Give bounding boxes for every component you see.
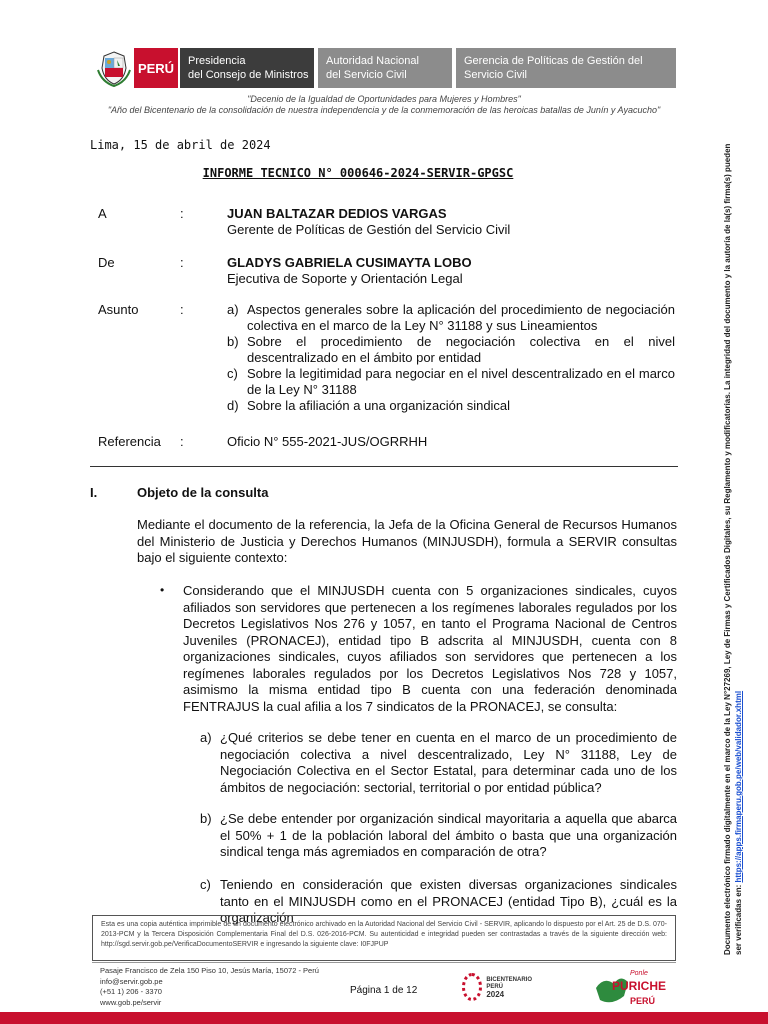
digital-signature-note [722,135,744,955]
header-pcm-box [180,48,314,88]
footer-red-bar [0,1012,768,1024]
puriche-word3: PERÚ [630,996,656,1006]
subject-list [227,302,675,414]
header-gerencia-line1: Gerencia de Políticas de Gestión del [464,55,643,67]
bullet-marker: • [160,583,165,597]
question-marker: a) [200,730,212,745]
email-line: info@servir.gob.pe [100,976,163,986]
document-date: Lima, 15 de abril de 2024 [90,138,271,152]
subject-item [227,366,675,398]
peru-brand-block: PERÚ [134,48,178,88]
footer-address [100,966,319,1008]
question-text: Teniendo en consideración que existen diversas organizaciones sindicales tanto en el MINJUSDH como en el PRONACEJ (entidad Tipo B), ¿cuál es la organización [220,877,677,925]
motto-decade: "Decenio de la Igualdad de Oportunidades para Mujeres y Hombres" [247,94,521,104]
address-line: Pasaje Francisco de Zela 150 Piso 10, Jesús María, 15072 - Perú [100,966,319,975]
puriche-word2: PURICHE [612,979,667,993]
subject-item-marker: d) [227,398,239,413]
ponle-puriche-logo [590,966,667,1010]
sender-name: GLADYS GABRIELA CUSIMAYTA LOBO [227,255,472,270]
phone-line: (+51 1) 206 - 3370 [100,987,162,996]
subject-item [227,334,675,366]
authenticity-notice: Esta es una copia auténtica imprimible de un documento electrónico archivado en la Autoridad Nacional del Servicio Civil - SERVIR, aplicando lo dispuesto por el Art. 25 de D.S. 070-2013-PCM y la Tercera Disposición Complementaria Final del D.S. 026-2016-PCM. Su autenticidad e integridad pueden ser contrastadas a través de la siguiente dirección web: http://sgd.servir.gob.pe/VerificaDocumentoSERVIR e ingresando la siguiente clave: I0FJPUP [92,915,676,961]
subject-label: Asunto [98,302,139,317]
subject-colon: : [180,302,184,317]
report-title: INFORME TECNICO N° 000646-2024-SERVIR-GPGSC [202,166,514,180]
signature-note-text: Documento electrónico firmado digitalmente en el marco de la Ley N°27269, Ley de Firmas y Certificados Digitales, su Reglamento y modificatorias. La integridad del documento y la autoría de la(s) firma(s) pueden ser verificadas en: [723,143,743,955]
subject-item-text: Aspectos generales sobre la aplicación del procedimiento de negociación colectiva en el marco de la Ley N° 31188 y sus Lineamientos [247,302,675,333]
question-marker: b) [200,811,212,826]
subject-item-text: Sobre el procedimiento de negociación colectiva en el nivel descentralizado en el ámbito por entidad [247,334,675,365]
section-title: Objeto de la consulta [137,485,269,500]
subject-item-marker: c) [227,366,238,381]
reference-label: Referencia [98,434,161,449]
section-number: I. [90,485,98,500]
bicentenario-line1: BICENTENARIO [486,976,532,983]
question-text: ¿Qué criterios se debe tener en cuenta en el marco de un procedimiento de negociación colectiva a nivel descentralizado, Ley N° 31188, Ley de Negociación Colectiva en el Sector Estatal, para determinar cada uno de los ámbitos de negociación: sectorial, territorial o por entidad pública? [220,730,677,795]
header-servir-line2: del Servicio Civil [326,69,407,81]
bicentenario-year: 2024 [486,989,505,999]
recipient-role: Gerente de Políticas de Gestión del Servicio Civil [227,222,511,237]
website-line: www.gob.pe/servir [100,997,162,1007]
bullet-paragraph: Considerando que el MINJUSDH cuenta con 5 organizaciones sindicales, cuyos afiliados son servidores que pertenecen a los regímenes laborales regulados por los Decretos Legislativos Nos 276 y 1057, en tanto el Programa Nacional de Centros Juveniles (PRONACEJ), entidad tipo B adscrita al MINJUSDH, cuenta con 8 organizaciones sindicales, cuyos afiliados son servidores que pertenecen a los regímenes laborales regulados por los Decretos Legislativos Nos 728 y 1057, asimismo la misma entidad tipo B cuenta con una federación denominada FENTRAJUS la cual afilia a los 7 sindicatos de la PRONACEJ, se consulta: [183,583,677,714]
footer-divider [92,962,676,963]
sender-label: De [98,255,115,270]
question-marker: c) [200,877,211,892]
subject-item [227,398,675,414]
bicentenario-line2: PERÚ [486,983,503,990]
bicentenario-logo [462,970,532,1004]
header-gerencia-line2: Servicio Civil [464,69,527,81]
reference-colon: : [180,434,184,449]
sender-colon: : [180,255,184,270]
header-gerencia-box [456,48,676,88]
validator-link[interactable]: https://apps.firmaperu.gob.pe/web/validador.xhtml [734,690,743,883]
bicentenario-emblem-icon [462,973,482,1001]
section-divider [90,466,678,467]
sender-role: Ejecutiva de Soporte y Orientación Legal [227,271,463,286]
recipient-label: A [98,206,107,221]
intro-paragraph: Mediante el documento de la referencia, la Jefa de la Oficina General de Recursos Humanos del Ministerio de Justicia y Derechos Humanos (MINJUSDH), formula a SERVIR consultas bajo el siguiente contexto: [137,517,677,565]
header-pcm-line1: Presidencia [188,55,246,67]
question-text: ¿Se debe entender por organización sindical mayoritaria a aquella que abarca el 50% + 1 de la población laboral del ámbito o basta que una organización sindical tenga más agremiados en comparación de otra? [220,811,677,859]
subject-item-text: Sobre la afiliación a una organización sindical [247,398,511,413]
page-number: Página 1 de 12 [350,985,418,996]
subject-item-marker: a) [227,302,239,317]
motto-year: "Año del Bicentenario de la consolidación de nuestra independencia y de la conmemoración de las heroicas batallas de Junín y Ayacucho" [107,105,661,115]
subject-item-text: Sobre la legitimidad para negociar en el nivel descentralizado en el marco de la Ley N° 31188 [247,366,675,397]
subject-item-marker: b) [227,334,239,349]
subject-item [227,302,675,334]
header-pcm-line2: del Consejo de Ministros [188,69,309,81]
header-servir-box [318,48,452,88]
reference-value: Oficio N° 555-2021-JUS/OGRRHH [227,434,428,449]
recipient-colon: : [180,206,184,221]
peru-coat-of-arms-icon [94,48,134,88]
puriche-word1: Ponle [630,970,648,977]
recipient-name: JUAN BALTAZAR DEDIOS VARGAS [227,206,447,221]
header-servir-line1: Autoridad Nacional [326,55,419,67]
